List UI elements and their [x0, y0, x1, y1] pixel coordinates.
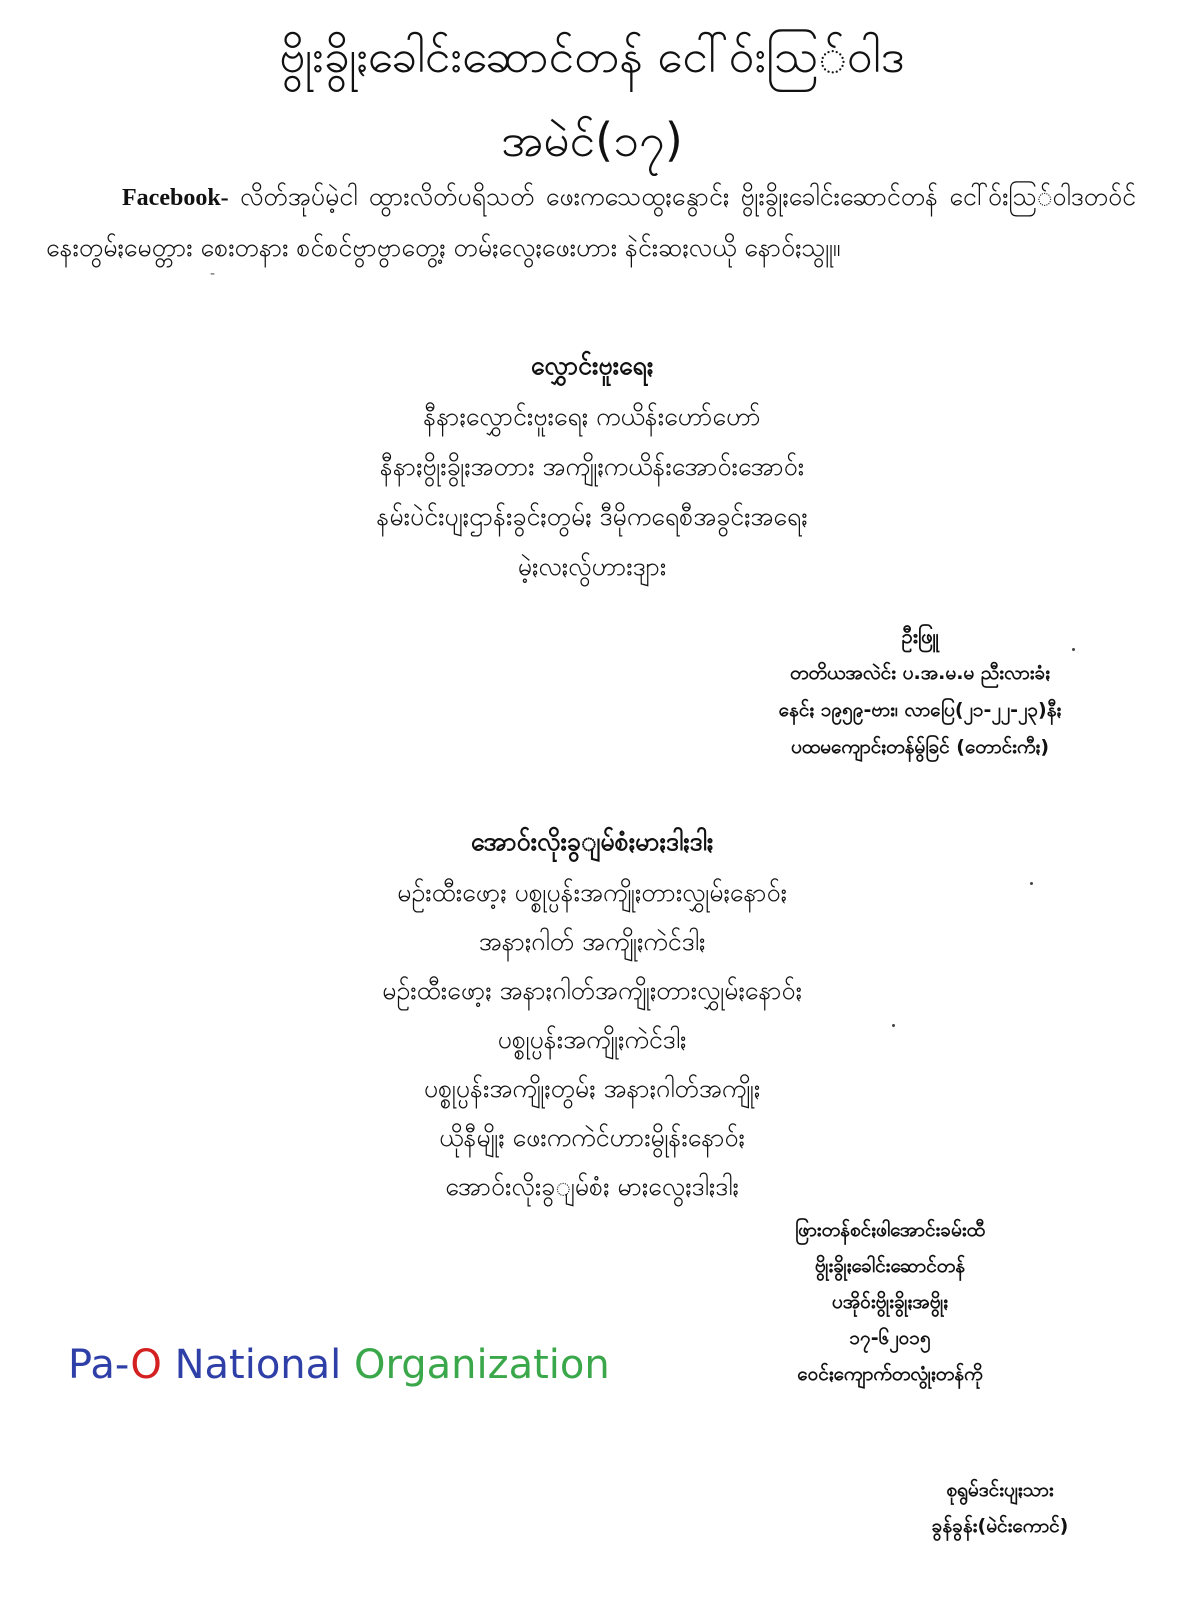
logo-hyphen: - [114, 1342, 131, 1388]
page-title: ဗွိုးခွိုႏခေါင်းဆောင်တန် ငေါ်ဝ်းသြ်ဝါဒ [279, 29, 905, 83]
compiler-name: ခွန်ခွန်း(မဲင်းကောင်) [931, 1515, 1069, 1537]
author-line: နေင်ႏ ၁၉၅၉-ဗား၊ လာပြေ(၂၁-၂၂-၂၃)နီႏ [778, 699, 1062, 721]
intro-text: လိတ်အုပ်မဲ့ငါ ထွားလိတ်ပရိသတ် ဖေးကသေထွႏနွောင်ႏ ဗွိုးခွိုႏခေါင်းဆောင်တန် ငေါ်ဝ်းသြ်ဝါဒတဝ်င် နေးတွမ်ႏမေတ္တား စေးတနား စင်စင်ဗွာဗွာတွေ့ႏ တမ်ႏလွေႏဖေးဟား နဲင်းဆႏလယို နောဝ်ႏသွူ။ [46, 182, 1136, 262]
pao-national-organization-logo [68, 1342, 610, 1388]
poem-1-line: မဲ့ႏလႏလွ်ဟားဒျား [517, 552, 667, 581]
poem-2-line: မဉ်းထီးဖော့ႏ ပစ္စုပ္ပန်းအကျိုႏတားလွှုမ်ႏနောဝ်ႏ [397, 878, 787, 907]
organization-signature [740, 1212, 1040, 1392]
poem-1-line: နမ်းပဲင်းပျႏဌာန်းခွင်ႏတွမ်ႏ ဒီမိုကရေစီအခွင်ႏအရေႏ [376, 502, 808, 531]
poem-2-line: မဉ်းထီးဖော့ႏ အနာႏဂါတ်အကျိုႏတားလွှုမ်ႏနောဝ်ႏ [382, 976, 802, 1005]
signature-line: ပအိုဝ်းဗွိုးခွိုႏအဗွိုႏ [831, 1291, 949, 1313]
compiler-signature [880, 1472, 1120, 1544]
intro-paragraph [46, 172, 1136, 273]
poem-2-line: ယိုနီမျိုႏ ဖေးကကဲင်ဟားမွိုန်းနောဝ်ႏ [439, 1123, 745, 1152]
logo-organization: Organization [354, 1342, 610, 1388]
signature-line: ဖြားတန်စင်ႏဖါအောင်းခမ်းထီ [794, 1219, 986, 1241]
signature-line: ဝေင်ႏကျောက်တလွုံႏတန်ကို [797, 1363, 983, 1385]
scan-speck [1072, 648, 1075, 651]
poem-2-line: ပစ္စုပ္ပန်းအကျိုႏတွမ်ႏ အနာႏဂါတ်အကျိုႏ [423, 1074, 761, 1103]
poem-1-title: လွှောင်းဗူးရေႏ [530, 351, 654, 380]
poem-2-line: အောဝ်းလိုးခွျမ်စံႏ မာႏလွေႏဒါႏဒါႏ [445, 1172, 739, 1201]
scan-speck [892, 1024, 895, 1027]
logo-national: National [174, 1342, 342, 1388]
intro-lead: Facebook- [122, 185, 229, 211]
compiler-line: စုရွမ်ဒင်းပျႏသား [946, 1479, 1054, 1501]
poem-2-line: ပစ္စုပ္ပန်းအကျိုႏကဲင်ဒါႏ [497, 1025, 687, 1054]
issue-number: အမဲင်(၁၇) [501, 113, 683, 167]
signature-line: ဗွိုးခွိုႏခေါင်းဆောင်တန် [814, 1255, 966, 1277]
author-line: ပထမကျောင်ႏတန်မွ်ခြင် (တောင်းကီႏ) [790, 736, 1050, 758]
poem-1-line: နီနာႏလွှောင်းဗူးရေႏ ကယိန်းဟော်ဟော် [423, 402, 761, 431]
poem-1-line: နီနာႏဗွိုးခွိုႏအတား အကျိုႏကယိန်းအောဝ်းအောဝ်း [379, 452, 805, 481]
poem-2-title: အောဝ်းလိုးခွျမ်စံႏမာႏဒါႏဒါႏ [470, 827, 714, 856]
poem-section-2 [0, 816, 1184, 1211]
scan-speck [1030, 882, 1033, 885]
stray-mark: - [210, 266, 216, 282]
author-line: တတိယအလဲင်း ပ.အ.မ.မ ညီးလားခံႏ [789, 662, 1051, 684]
signature-date: ၁၇-၆၂၀၁၅ [849, 1327, 931, 1349]
logo-o: O [130, 1342, 162, 1388]
poem-1-author [690, 618, 1150, 766]
poem-section-1 [0, 340, 1184, 592]
author-name: ဦးဖြူ [901, 624, 939, 648]
poem-2-line: အနာႏဂါတ် အကျိုႏကဲင်ဒါႏ [478, 927, 706, 956]
logo-pa: Pa [68, 1342, 115, 1388]
